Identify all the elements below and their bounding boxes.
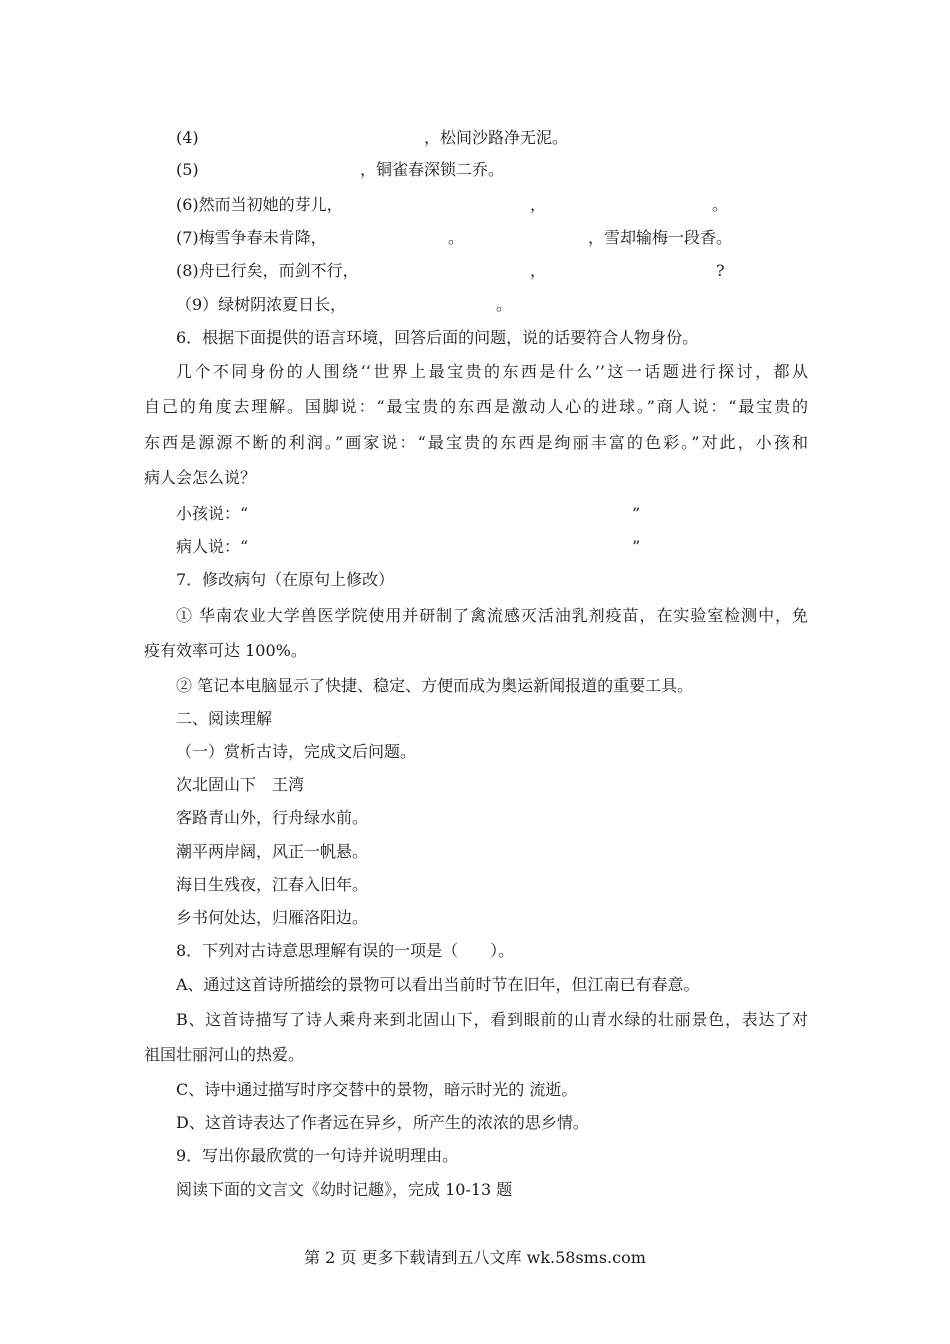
poem-line: 乡书何处达，归雁洛阳边。 <box>176 908 369 927</box>
blank-q5-number: (5) <box>176 160 199 179</box>
blank-q7-period: 。 <box>448 228 465 247</box>
question-6-para-line3: 东西是源源不断的利润。”画家说：“最宝贵的东西是绚丽丰富的色彩。”对此，小孩和 <box>144 433 808 452</box>
child-answer-label: 小孩说：“ <box>176 504 249 523</box>
section-reading-heading: 二、阅读理解 <box>176 709 273 728</box>
poem-line: 潮平两岸阔，风正一帆悬。 <box>176 842 369 861</box>
page-footer: 第 2 页 更多下载请到五八文库 wk.58sms.com <box>304 1248 646 1267</box>
blank-q9-text: （9）绿树阴浓夏日长， <box>176 295 347 314</box>
question-8-option-d: D、这首诗表达了作者远在异乡，所产生的浓浓的思乡情。 <box>176 1113 589 1132</box>
patient-answer-close: ” <box>632 537 641 556</box>
question-7-sentence1-line1: ① 华南农业大学兽医学院使用并研制了禽流感灭活油乳剂疫苗，在实验室检测中，免 <box>176 606 808 625</box>
blank-q4-number: (4) <box>176 128 199 147</box>
blank-q8-question: ? <box>716 261 725 280</box>
question-6-prompt: 6．根据下面提供的语言环境，回答后面的问题，说的话要符合人物身份。 <box>176 328 699 347</box>
poem-line: 客路青山外，行舟绿水前。 <box>176 808 369 827</box>
blank-q8-text: (8)舟已行矣，而剑不行， <box>176 261 359 280</box>
blank-q6-period: 。 <box>712 195 729 214</box>
patient-answer-label: 病人说：“ <box>176 537 249 556</box>
child-answer-close: ” <box>632 504 641 523</box>
question-8-option-c: C、诗中通过描写时序交替中的景物，暗示时光的 流逝。 <box>176 1080 578 1099</box>
blank-q4-text: ，松间沙路净无泥。 <box>424 128 569 147</box>
blank-q7-text: (7)梅雪争春未肯降， <box>176 228 327 247</box>
blank-q5-text: ，铜雀春深锁二乔。 <box>360 160 505 179</box>
question-6-para-line1: 几个不同身份的人围绕‘‘世界上最宝贵的东西是什么’’这一话题进行探讨，都从 <box>176 362 808 381</box>
subsection-poem-heading: （一）赏析古诗，完成文后问题。 <box>176 742 417 761</box>
question-9-prompt: 9．写出你最欣赏的一句诗并说明理由。 <box>176 1146 459 1165</box>
question-7-sentence1-line2: 疫有效率可达 100%。 <box>144 641 307 660</box>
blank-q7-end: ，雪却输梅一段香。 <box>588 228 733 247</box>
blank-q8-comma: ， <box>530 261 547 280</box>
question-8-option-a: A、通过这首诗所描绘的景物可以看出当前时节在旧年，但江南已有春意。 <box>176 975 700 994</box>
poem-title: 次北固山下 王湾 <box>176 775 305 794</box>
blank-q6-text: (6)然而当初她的芽儿， <box>176 195 343 214</box>
question-8-option-b-line2: 祖国壮丽河山的热爱。 <box>144 1045 305 1064</box>
question-7-prompt: 7．修改病句（在原句上修改） <box>176 570 395 589</box>
blank-q9-period: 。 <box>496 295 513 314</box>
question-7-sentence2: ② 笔记本电脑显示了快捷、稳定、方便而成为奥运新闻报道的重要工具。 <box>176 676 694 695</box>
blank-q6-comma: ， <box>530 195 547 214</box>
question-6-para-line4: 病人会怎么说？ <box>144 468 257 487</box>
question-8-option-b-line1: B、这首诗描写了诗人乘舟来到北固山下，看到眼前的山青水绿的壮丽景色，表达了对 <box>176 1010 808 1029</box>
question-6-para-line2: 自己的角度去理解。国脚说：“最宝贵的东西是激动人心的进球。”商人说：“最宝贵的 <box>144 397 808 416</box>
next-reading-instruction: 阅读下面的文言文《幼时记趣》，完成 10-13 题 <box>176 1180 513 1199</box>
poem-line: 海日生残夜，江春入旧年。 <box>176 875 369 894</box>
question-8-prompt: 8．下列对古诗意思理解有误的一项是（ ）。 <box>176 941 515 960</box>
